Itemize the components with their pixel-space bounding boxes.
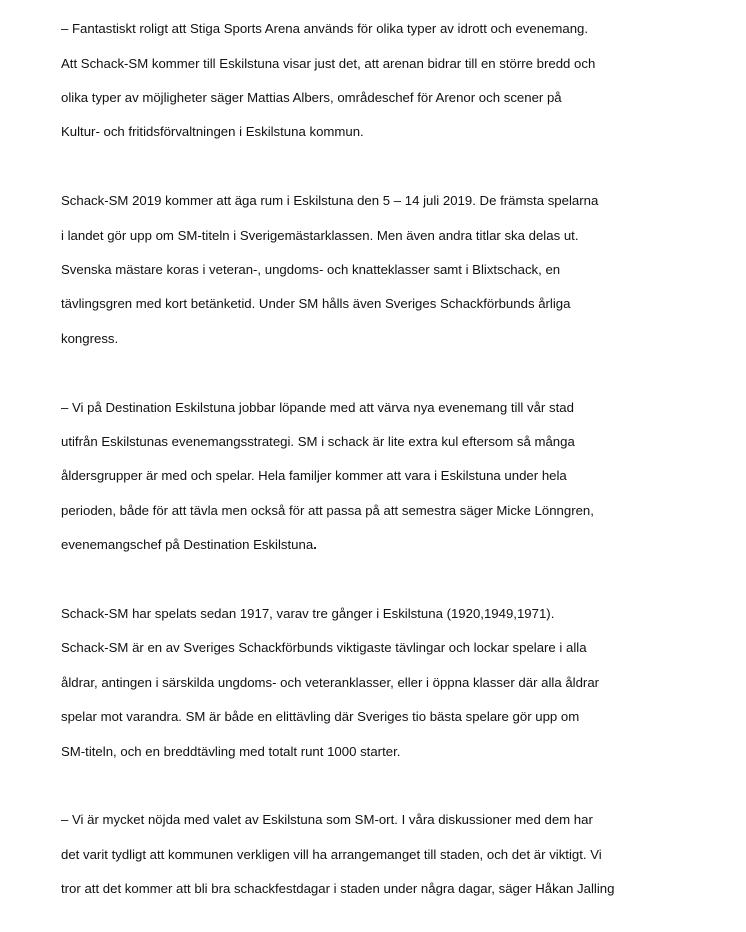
text-line: tävlingsgren med kort betänketid. Under SM hålls även Sveriges Schackförbunds årliga xyxy=(61,296,571,312)
text-line: Schack-SM är en av Sveriges Schackförbunds viktigaste tävlingar och lockar spelare i alla xyxy=(61,640,587,656)
text-line: kongress. xyxy=(61,330,119,346)
text-line: det varit tydligt att kommunen verkligen vill ha arrangemanget till staden, och det är viktigt. Vi xyxy=(61,846,602,862)
text-line: åldrar, antingen i särskilda ungdoms- och veteranklasser, eller i öppna klasser där alla åldrar xyxy=(61,674,600,690)
paragraph-quote-jalling xyxy=(61,794,741,914)
bold-period: . xyxy=(313,537,317,553)
text-line-with-bold-tail xyxy=(61,536,741,553)
text-line: – Vi på Destination Eskilstuna jobbar löpande med att värva nya evenemang till vår stad xyxy=(61,399,574,415)
paragraph-history xyxy=(61,588,741,777)
text-line: tror att det kommer att bli bra schackfestdagar i staden under några dagar, säger Håkan Jalling xyxy=(61,881,615,897)
text-line: Svenska mästare koras i veteran-, ungdoms- och knatteklasser samt i Blixtschack, en xyxy=(61,262,561,278)
text-line: evenemangschef på Destination Eskilstuna xyxy=(61,537,314,553)
text-line: – Vi är mycket nöjda med valet av Eskilstuna som SM-ort. I våra diskussioner med dem har xyxy=(61,812,593,828)
paragraph-event-info xyxy=(61,175,741,364)
text-line: i landet gör upp om SM-titeln i Sverigemästarklassen. Men även andra titlar ska delas ut. xyxy=(61,227,579,243)
text-line: Att Schack-SM kommer till Eskilstuna visar just det, att arenan bidrar till en större bredd och xyxy=(61,55,596,71)
text-line: åldersgrupper är med och spelar. Hela familjer kommer att vara i Eskilstuna under hela xyxy=(61,468,567,484)
paragraph-quote-albers xyxy=(61,3,741,158)
paragraph-quote-lonngren xyxy=(61,381,741,570)
text-line: Schack-SM har spelats sedan 1917, varav tre gånger i Eskilstuna (1920,1949,1971). xyxy=(61,606,555,622)
text-line: SM-titeln, och en breddtävling med totalt runt 1000 starter. xyxy=(61,743,401,759)
text-line: Kultur- och fritidsförvaltningen i Eskilstuna kommun. xyxy=(61,124,364,140)
text-line: Schack-SM 2019 kommer att äga rum i Eskilstuna den 5 – 14 juli 2019. De främsta spelarna xyxy=(61,193,599,209)
text-line: spelar mot varandra. SM är både en elittävling där Sveriges tio bästa spelare gör upp om xyxy=(61,709,580,725)
text-line: utifrån Eskilstunas evenemangsstrategi. SM i schack är lite extra kul eftersom så många xyxy=(61,434,575,450)
text-line: olika typer av möjligheter säger Mattias Albers, områdeschef för Arenor och scener på xyxy=(61,90,562,106)
text-line: perioden, både för att tävla men också för att passa på att semestra säger Micke Lönngren, xyxy=(61,502,594,518)
text-line: – Fantastiskt roligt att Stiga Sports Arena används för olika typer av idrott och evenemang. xyxy=(61,21,589,37)
document-page xyxy=(61,3,741,932)
